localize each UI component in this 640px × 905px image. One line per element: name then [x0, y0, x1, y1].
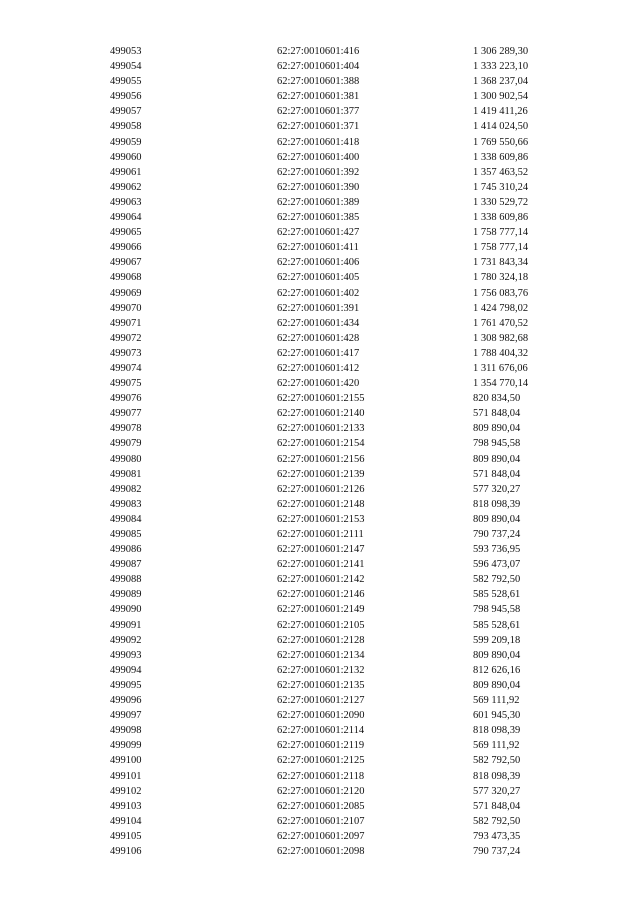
cadastral-number-cell: 62:27:0010601:416	[277, 46, 360, 57]
row-number-cell: 499057	[110, 106, 142, 118]
cadastral-value-cell: 1 333 223,10	[473, 61, 529, 73]
cadastral-number-cell: 62:27:0010601:392	[277, 166, 360, 178]
row-number-cell: 499062	[110, 181, 142, 193]
cadastral-value-cell: 1 357 463,52	[473, 166, 529, 178]
table-row	[110, 648, 550, 663]
row-number-cell: 499100	[110, 755, 142, 767]
cadastral-value-cell: 1 338 609,86	[473, 212, 529, 224]
cadastral-number-cell: 62:27:0010601:2107	[277, 815, 365, 827]
table-row	[110, 723, 550, 738]
cadastral-value-cell: 798 945,58	[473, 438, 521, 450]
cadastral-number-cell: 62:27:0010601:2148	[277, 498, 365, 510]
row-number-cell: 499077	[110, 408, 142, 420]
row-number-cell: 499054	[110, 61, 142, 73]
table-row	[110, 693, 550, 708]
cadastral-number-cell: 62:27:0010601:2154	[277, 438, 365, 450]
cadastral-value-cell: 1 311 676,06	[473, 362, 528, 374]
row-number-cell: 499056	[110, 91, 142, 103]
cadastral-number-cell: 62:27:0010601:2141	[277, 559, 365, 571]
cadastral-number-cell: 62:27:0010601:388	[277, 76, 360, 88]
cadastral-number-cell: 62:27:0010601:418	[277, 136, 360, 148]
cadastral-number-cell: 62:27:0010601:417	[277, 347, 360, 359]
row-number-cell: 499071	[110, 317, 142, 329]
table-row	[110, 814, 550, 829]
table-row	[110, 542, 550, 557]
table-row	[110, 361, 550, 376]
table-row	[110, 467, 550, 482]
cadastral-value-cell: 571 848,04	[473, 408, 521, 420]
cadastral-number-cell: 62:27:0010601:2114	[277, 725, 365, 737]
cadastral-value-cell: 812 626,16	[473, 664, 521, 676]
cadastral-value-cell: 577 320,27	[473, 483, 521, 495]
cadastral-value-cell: 577 320,27	[473, 785, 521, 797]
table-row	[110, 165, 550, 180]
cadastral-value-cell: 571 848,04	[473, 800, 521, 812]
cadastral-value-cell: 818 098,39	[473, 770, 521, 782]
row-number-cell: 499065	[110, 227, 142, 239]
cadastral-number-cell: 62:27:0010601:404	[277, 61, 360, 73]
row-number-cell: 499066	[110, 242, 142, 254]
table-row	[110, 708, 550, 723]
row-number-cell: 499068	[110, 272, 142, 284]
cadastral-value-cell: 582 792,50	[473, 574, 521, 586]
cadastral-number-cell: 62:27:0010601:411	[277, 242, 359, 254]
cadastral-value-cell: 790 737,24	[473, 845, 521, 857]
row-number-cell: 499076	[110, 393, 142, 405]
cadastral-number-cell: 62:27:0010601:381	[277, 91, 360, 103]
cadastral-number-cell: 62:27:0010601:2134	[277, 649, 365, 661]
table-row	[110, 104, 550, 119]
cadastral-value-cell: 599 209,18	[473, 634, 521, 646]
cadastral-value-cell: 1 769 550,66	[473, 136, 529, 148]
cadastral-number-cell: 62:27:0010601:402	[277, 287, 360, 299]
table-row	[110, 618, 550, 633]
cadastral-value-cell: 582 792,50	[473, 755, 521, 767]
table-row	[110, 557, 550, 572]
row-number-cell: 499095	[110, 679, 142, 691]
cadastral-number-cell: 62:27:0010601:428	[277, 332, 360, 344]
table-row	[110, 195, 550, 210]
cadastral-value-cell: 1 300 902,54	[473, 91, 529, 103]
cadastral-number-cell: 62:27:0010601:434	[277, 317, 360, 329]
cadastral-number-cell: 62:27:0010601:2127	[277, 695, 365, 707]
cadastral-value-cell: 1 761 470,52	[473, 317, 529, 329]
cadastral-number-cell: 62:27:0010601:420	[277, 378, 360, 390]
row-number-cell: 499087	[110, 559, 142, 571]
table-row	[110, 301, 550, 316]
table-row	[110, 180, 550, 195]
row-number-cell: 499101	[110, 770, 142, 782]
table-row	[110, 678, 550, 693]
cadastral-value-cell: 1 758 777,14	[473, 242, 529, 254]
cadastral-number-cell: 62:27:0010601:2139	[277, 468, 365, 480]
row-number-cell: 499070	[110, 302, 142, 314]
cadastral-number-cell: 62:27:0010601:2142	[277, 574, 365, 586]
table-row	[110, 44, 550, 59]
cadastral-number-cell: 62:27:0010601:2090	[277, 710, 365, 722]
cadastral-number-cell: 62:27:0010601:412	[277, 362, 360, 374]
row-number-cell: 499103	[110, 800, 142, 812]
cadastral-value-cell: 798 945,58	[473, 604, 521, 616]
table-row	[110, 210, 550, 225]
cadastral-number-cell: 62:27:0010601:2085	[277, 800, 365, 812]
cadastral-value-cell: 1 788 404,32	[473, 347, 529, 359]
cadastral-value-cell: 818 098,39	[473, 725, 521, 737]
row-number-cell: 499106	[110, 845, 142, 857]
cadastral-value-cell: 1 424 798,02	[473, 302, 529, 314]
table-row	[110, 270, 550, 285]
table-row	[110, 89, 550, 104]
row-number-cell: 499072	[110, 332, 142, 344]
row-number-cell: 499061	[110, 166, 142, 178]
cadastral-number-cell: 62:27:0010601:391	[277, 302, 360, 314]
cadastral-value-cell: 790 737,24	[473, 529, 521, 540]
row-number-cell: 499102	[110, 785, 142, 797]
cadastral-number-cell: 62:27:0010601:2125	[277, 755, 365, 767]
row-number-cell: 499086	[110, 544, 142, 556]
cadastral-value-cell: 1 756 083,76	[473, 287, 529, 299]
table-row	[110, 421, 550, 436]
row-number-cell: 499090	[110, 604, 142, 616]
table-row	[110, 844, 550, 859]
row-number-cell: 499080	[110, 453, 142, 465]
table-row	[110, 316, 550, 331]
row-number-cell: 499067	[110, 257, 142, 269]
cadastral-number-cell: 62:27:0010601:427	[277, 227, 360, 239]
cadastral-value-cell: 809 890,04	[473, 513, 521, 525]
row-number-cell: 499096	[110, 695, 142, 707]
cadastral-number-cell: 62:27:0010601:400	[277, 151, 360, 163]
table-row	[110, 799, 550, 814]
cadastral-number-cell: 62:27:0010601:2097	[277, 830, 365, 842]
table-row	[110, 663, 550, 678]
table-row	[110, 59, 550, 74]
row-number-cell: 499084	[110, 513, 142, 525]
cadastral-value-cell: 569 111,92	[473, 695, 520, 707]
table-row	[110, 436, 550, 451]
cadastral-number-cell: 62:27:0010601:2147	[277, 544, 365, 556]
row-number-cell: 499064	[110, 212, 142, 224]
cadastral-value-cell: 582 792,50	[473, 815, 521, 827]
cadastral-value-cell: 1 731 843,34	[473, 257, 529, 269]
cadastral-value-cell: 1 745 310,24	[473, 181, 529, 193]
cadastral-value-cell: 820 834,50	[473, 393, 521, 405]
cadastral-value-cell: 596 473,07	[473, 559, 521, 571]
cadastral-number-cell: 62:27:0010601:2128	[277, 634, 365, 646]
row-number-cell: 499091	[110, 619, 142, 631]
table-row	[110, 240, 550, 255]
row-number-cell: 499078	[110, 423, 142, 435]
row-number-cell: 499075	[110, 378, 142, 390]
cadastral-number-cell: 62:27:0010601:2111	[277, 529, 364, 540]
cadastral-value-cell: 1 306 289,30	[473, 46, 529, 57]
row-number-cell: 499059	[110, 136, 142, 148]
table-row	[110, 572, 550, 587]
row-number-cell: 499089	[110, 589, 142, 601]
cadastral-value-cell: 809 890,04	[473, 423, 521, 435]
table-row	[110, 286, 550, 301]
cadastral-number-cell: 62:27:0010601:385	[277, 212, 360, 224]
cadastral-value-cell: 1 419 411,26	[473, 106, 528, 118]
cadastral-value-cell: 1 354 770,14	[473, 378, 529, 390]
row-number-cell: 499082	[110, 483, 142, 495]
table-row	[110, 602, 550, 617]
cadastral-value-cell: 809 890,04	[473, 679, 521, 691]
cadastral-value-cell: 1 338 609,86	[473, 151, 529, 163]
row-number-cell: 499058	[110, 121, 142, 133]
cadastral-number-cell: 62:27:0010601:377	[277, 106, 360, 118]
cadastral-value-cell: 1 330 529,72	[473, 196, 529, 208]
table-row	[110, 512, 550, 527]
cadastral-value-cell: 809 890,04	[473, 453, 521, 465]
cadastral-value-cell: 585 528,61	[473, 589, 521, 601]
cadastral-value-table	[110, 44, 550, 859]
cadastral-value-cell: 585 528,61	[473, 619, 521, 631]
table-row	[110, 829, 550, 844]
cadastral-number-cell: 62:27:0010601:389	[277, 196, 360, 208]
row-number-cell: 499055	[110, 76, 142, 88]
cadastral-number-cell: 62:27:0010601:371	[277, 121, 360, 133]
cadastral-number-cell: 62:27:0010601:405	[277, 272, 360, 284]
row-number-cell: 499098	[110, 725, 142, 737]
cadastral-value-cell: 571 848,04	[473, 468, 521, 480]
table-row	[110, 331, 550, 346]
table-row	[110, 784, 550, 799]
table-row	[110, 406, 550, 421]
table-row	[110, 346, 550, 361]
cadastral-number-cell: 62:27:0010601:2135	[277, 679, 365, 691]
cadastral-value-cell: 569 111,92	[473, 740, 520, 752]
cadastral-number-cell: 62:27:0010601:2118	[277, 770, 365, 782]
row-number-cell: 499083	[110, 498, 142, 510]
table-row	[110, 74, 550, 89]
row-number-cell: 499094	[110, 664, 142, 676]
table-row	[110, 738, 550, 753]
row-number-cell: 499105	[110, 830, 142, 842]
cadastral-value-cell: 601 945,30	[473, 710, 521, 722]
row-number-cell: 499053	[110, 46, 142, 57]
table-row	[110, 527, 550, 542]
table-row	[110, 150, 550, 165]
cadastral-number-cell: 62:27:0010601:2155	[277, 393, 365, 405]
row-number-cell: 499097	[110, 710, 142, 722]
row-number-cell: 499063	[110, 196, 142, 208]
cadastral-number-cell: 62:27:0010601:2140	[277, 408, 365, 420]
table-row	[110, 255, 550, 270]
cadastral-number-cell: 62:27:0010601:2098	[277, 845, 365, 857]
row-number-cell: 499092	[110, 634, 142, 646]
row-number-cell: 499088	[110, 574, 142, 586]
cadastral-number-cell: 62:27:0010601:2126	[277, 483, 365, 495]
cadastral-number-cell: 62:27:0010601:2105	[277, 619, 365, 631]
row-number-cell: 499081	[110, 468, 142, 480]
cadastral-value-cell: 1 368 237,04	[473, 76, 529, 88]
table-row	[110, 225, 550, 240]
row-number-cell: 499060	[110, 151, 142, 163]
cadastral-number-cell: 62:27:0010601:390	[277, 181, 360, 193]
row-number-cell: 499099	[110, 740, 142, 752]
table-row	[110, 452, 550, 467]
cadastral-number-cell: 62:27:0010601:2119	[277, 740, 365, 752]
table-row	[110, 769, 550, 784]
table-row	[110, 633, 550, 648]
row-number-cell: 499069	[110, 287, 142, 299]
row-number-cell: 499093	[110, 649, 142, 661]
cadastral-value-cell: 593 736,95	[473, 544, 521, 556]
table-row	[110, 376, 550, 391]
cadastral-value-cell: 793 473,35	[473, 830, 521, 842]
cadastral-number-cell: 62:27:0010601:2156	[277, 453, 365, 465]
table-row	[110, 391, 550, 406]
cadastral-number-cell: 62:27:0010601:2146	[277, 589, 365, 601]
row-number-cell: 499074	[110, 362, 142, 374]
row-number-cell: 499104	[110, 815, 142, 827]
row-number-cell: 499085	[110, 529, 142, 540]
table-row	[110, 587, 550, 602]
row-number-cell: 499079	[110, 438, 142, 450]
table-row	[110, 482, 550, 497]
table-row	[110, 119, 550, 134]
row-number-cell: 499073	[110, 347, 142, 359]
cadastral-number-cell: 62:27:0010601:2120	[277, 785, 365, 797]
cadastral-number-cell: 62:27:0010601:406	[277, 257, 360, 269]
cadastral-value-cell: 818 098,39	[473, 498, 521, 510]
cadastral-number-cell: 62:27:0010601:2153	[277, 513, 365, 525]
cadastral-value-cell: 809 890,04	[473, 649, 521, 661]
cadastral-value-cell: 1 308 982,68	[473, 332, 529, 344]
cadastral-value-cell: 1 414 024,50	[473, 121, 529, 133]
cadastral-value-cell: 1 780 324,18	[473, 272, 529, 284]
cadastral-number-cell: 62:27:0010601:2149	[277, 604, 365, 616]
table-row	[110, 497, 550, 512]
table-row	[110, 135, 550, 150]
cadastral-number-cell: 62:27:0010601:2132	[277, 664, 365, 676]
table-row	[110, 753, 550, 768]
cadastral-value-cell: 1 758 777,14	[473, 227, 529, 239]
cadastral-number-cell: 62:27:0010601:2133	[277, 423, 365, 435]
